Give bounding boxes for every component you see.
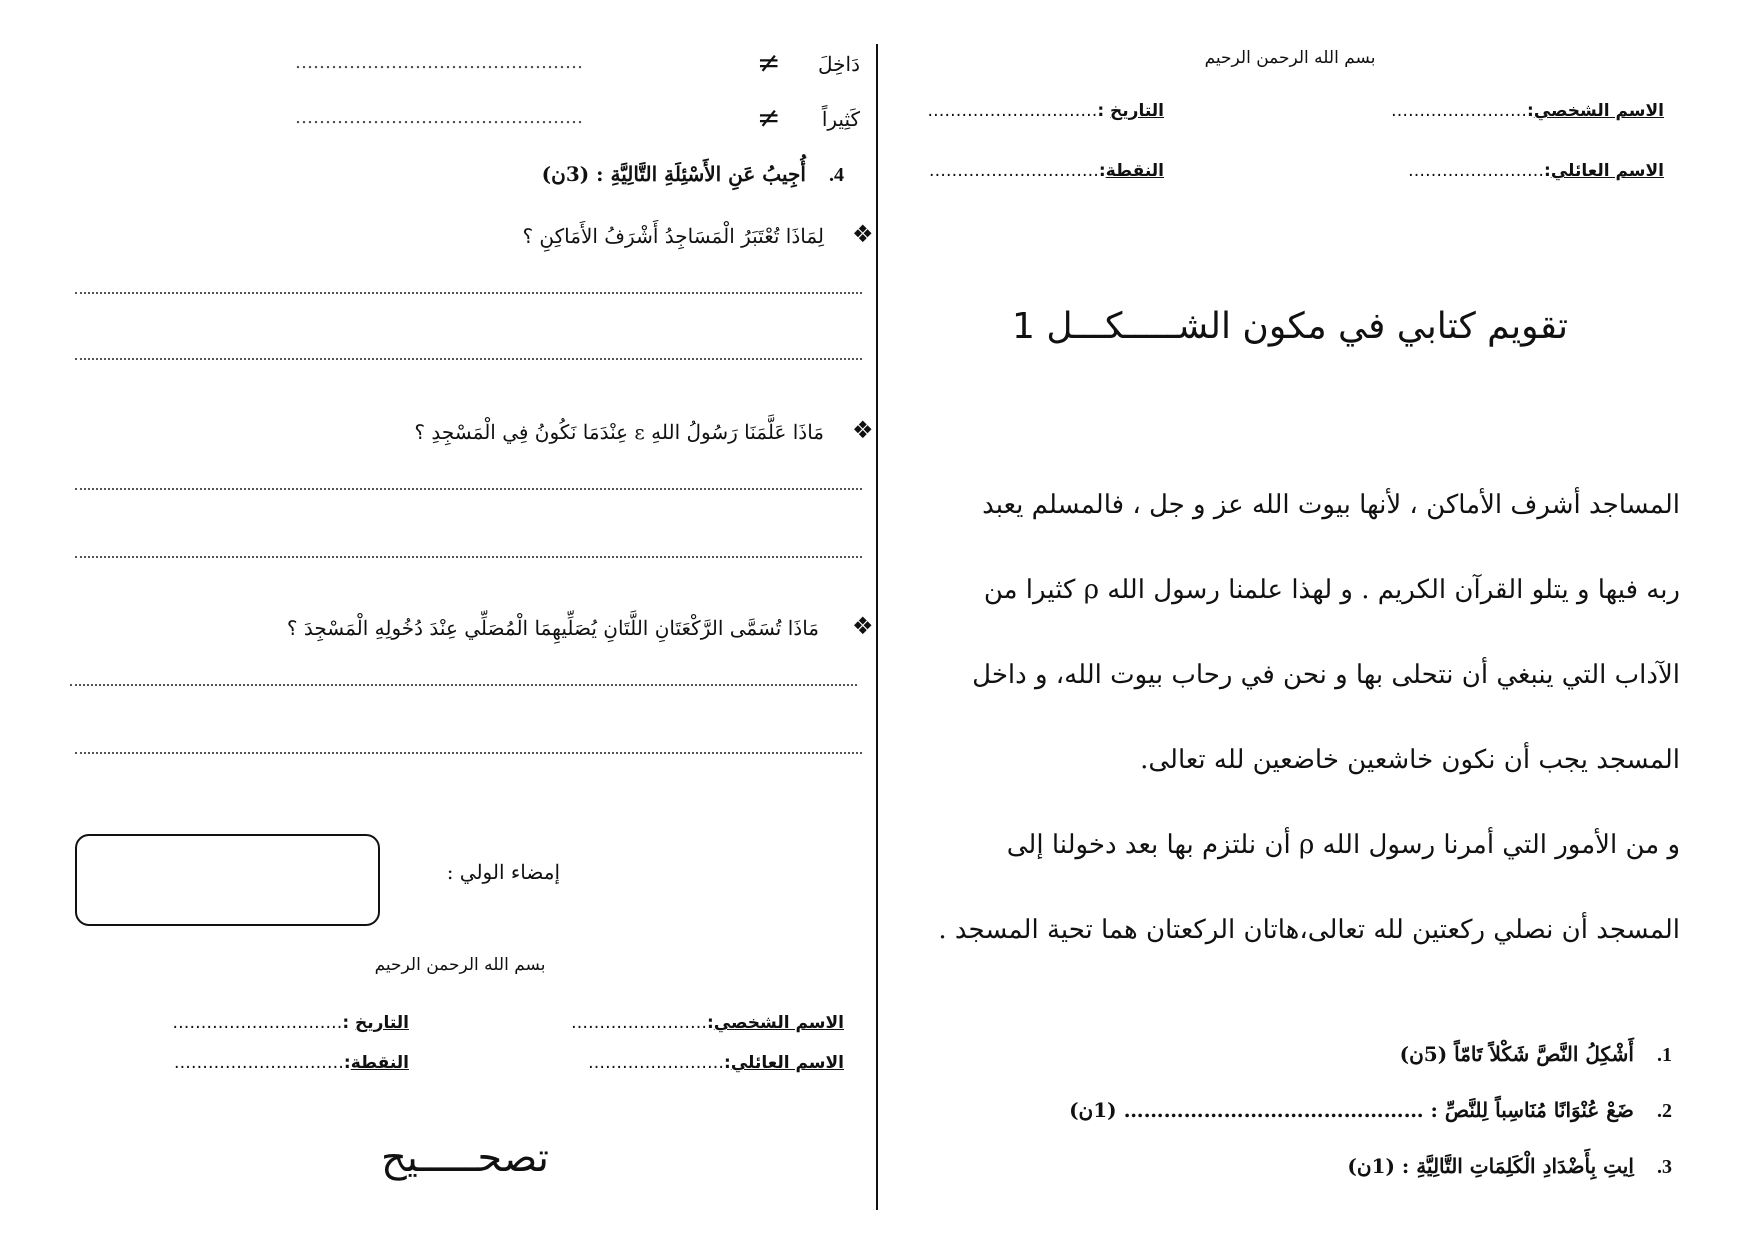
- family-name-label: الاسم العائلي: [730, 1053, 844, 1073]
- grade-blank: …………………………: [173, 1053, 344, 1073]
- left-grade-field[interactable]: [149, 1053, 409, 1073]
- answer-line[interactable]: [75, 358, 862, 360]
- question-number: 2.: [1657, 1100, 1672, 1122]
- left-basmala: بسم الله الرحمن الرحيم: [374, 955, 546, 975]
- antonym-word: كَثِيراً: [821, 107, 860, 131]
- family-name-blank: ……………………: [1408, 161, 1545, 181]
- question-item: [912, 1042, 1672, 1067]
- page-title: تقويم كتابي في مكون الشـــــكـــل 1: [1012, 306, 1568, 347]
- answer-line[interactable]: [75, 752, 862, 754]
- sub-question: لِمَاذَا تُعْتَبَرُ الْمَسَاجِدُ أَشْرَفُ الأَمَاكِنِ ؟: [522, 224, 824, 248]
- date-label: التاريخ: [355, 1013, 409, 1033]
- antonym-word: دَاخِلَ: [818, 52, 860, 76]
- question-number: 3.: [1657, 1156, 1672, 1178]
- sub-question: مَاذَا تُسَمَّى الرَّكْعَتَانِ اللَّتَانِ يُصَلِّيهِمَا الْمُصَلِّي عِنْدَ دُخُولِهِ الْمَسْجِدَ ؟: [286, 616, 819, 640]
- right-grade-field[interactable]: [864, 161, 1164, 181]
- grade-blank: …………………………: [928, 161, 1099, 181]
- passage-line: المسجد يجب أن نكون خاشعين خاضعين لله تعالى.: [1140, 745, 1680, 775]
- left-family-name-field[interactable]: [574, 1053, 844, 1073]
- grade-suffix: :: [343, 1053, 351, 1073]
- not-equal-icon: ≠: [757, 101, 781, 134]
- question-4: [244, 162, 844, 187]
- question-text: ضَعْ عُنْوَانًا مُنَاسِباً لِلنَّصِّ : ……………………………………… (1ن): [1069, 1098, 1634, 1122]
- right-basmala: بسم الله الرحمن الرحيم: [1204, 48, 1376, 68]
- sub-question: مَاذَا عَلَّمَنَا رَسُولُ اللهِ ε عِنْدَمَا نَكُونُ فِي الْمَسْجِدِ ؟: [414, 420, 824, 444]
- family-name-blank: ……………………: [588, 1053, 725, 1073]
- personal-name-label: الاسم الشخصي: [1533, 101, 1664, 121]
- diamond-bullet-icon: ❖: [852, 416, 874, 444]
- passage-line: المساجد أشرف الأماكن ، لأنها بيوت الله عز و جل ، فالمسلم يعبد: [982, 490, 1680, 520]
- answer-line[interactable]: [75, 488, 862, 490]
- personal-name-blank: ……………………: [1391, 101, 1528, 121]
- personal-name-blank: ……………………: [571, 1013, 708, 1033]
- passage-line: المسجد أن نصلي ركعتين لله تعالى،هاتان الركعتان هما تحية المسجد .: [938, 915, 1680, 945]
- signature-box[interactable]: [75, 834, 380, 926]
- answer-line[interactable]: [75, 556, 862, 558]
- question-item: [912, 1154, 1672, 1179]
- question-item: [912, 1098, 1672, 1123]
- family-name-suffix: :: [1544, 161, 1551, 181]
- question-text: أُجِيبُ عَنِ الأَسْئِلَةِ التَّالِيَّةِ : (3ن): [541, 162, 806, 186]
- page-divider: [876, 44, 878, 1210]
- personal-name-suffix: :: [1527, 101, 1534, 121]
- question-number: 1.: [1657, 1044, 1672, 1066]
- not-equal-icon: ≠: [757, 46, 781, 79]
- diamond-bullet-icon: ❖: [852, 220, 874, 248]
- date-suffix: :: [342, 1013, 356, 1033]
- personal-name-suffix: :: [707, 1013, 714, 1033]
- correction-title: تصحـــــيح: [380, 1135, 550, 1181]
- right-family-name-field[interactable]: [1284, 161, 1664, 181]
- date-label: التاريخ: [1110, 101, 1164, 121]
- grade-label: النقطة: [350, 1053, 409, 1073]
- right-date-field[interactable]: [864, 101, 1164, 121]
- antonym-answer-blank[interactable]: …………………………………………: [295, 52, 583, 73]
- diamond-bullet-icon: ❖: [852, 612, 874, 640]
- grade-label: النقطة: [1105, 161, 1164, 181]
- guardian-signature-label: إمضاء الولي :: [446, 860, 560, 884]
- left-personal-name-field[interactable]: [571, 1013, 844, 1033]
- family-name-label: الاسم العائلي: [1550, 161, 1664, 181]
- date-suffix: :: [1097, 101, 1111, 121]
- answer-line[interactable]: [75, 292, 862, 294]
- question-number: 4.: [829, 164, 844, 186]
- question-text: اِيتِ بِأَضْدَادِ الْكَلِمَاتِ التَّالِيَّةِ : (1ن): [1347, 1154, 1634, 1178]
- date-blank: …………………………: [172, 1013, 343, 1033]
- left-date-field[interactable]: [149, 1013, 409, 1033]
- grade-suffix: :: [1098, 161, 1106, 181]
- family-name-suffix: :: [724, 1053, 731, 1073]
- antonym-answer-blank[interactable]: …………………………………………: [295, 107, 583, 128]
- passage-line: الآداب التي ينبغي أن نتحلى بها و نحن في رحاب بيوت الله، و داخل: [972, 660, 1680, 690]
- passage-line: ربه فيها و يتلو القرآن الكريم . و لهذا علمنا رسول الله ρ كثيرا من: [983, 575, 1680, 605]
- personal-name-label: الاسم الشخصي: [713, 1013, 844, 1033]
- passage-line: و من الأمور التي أمرنا رسول الله ρ أن نلتزم بها بعد دخولنا إلى: [1006, 830, 1680, 860]
- date-blank: …………………………: [927, 101, 1098, 121]
- answer-line[interactable]: [70, 684, 857, 686]
- question-text: أَشْكِلُ النَّصَّ شَكْلاً تَامّاً (5ن): [1399, 1042, 1634, 1066]
- right-personal-name-field[interactable]: [1284, 101, 1664, 121]
